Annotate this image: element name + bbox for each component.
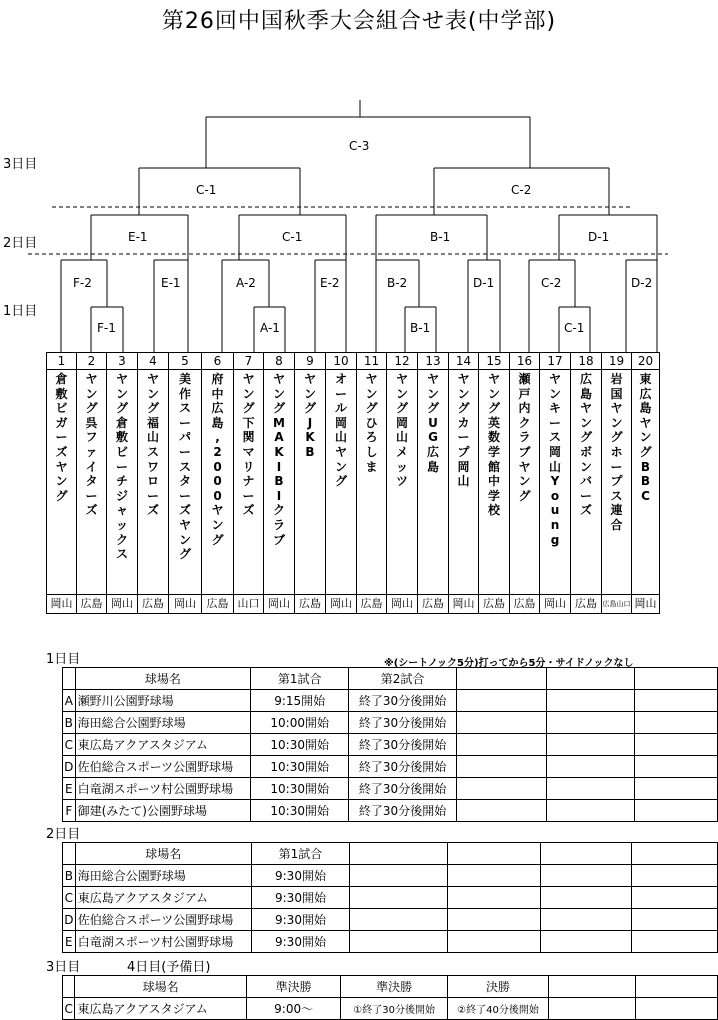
empty-cell — [549, 998, 636, 1020]
day1-schedule-table — [62, 667, 718, 822]
empty-cell — [350, 887, 448, 909]
day-label-3: 3日目 — [3, 157, 38, 172]
table-row — [63, 756, 718, 778]
table-row — [63, 887, 718, 909]
team-prefecture: 広島 — [479, 595, 510, 614]
header-semifinal: 準決勝 — [246, 976, 341, 998]
game1-time: 9:30開始 — [251, 931, 350, 953]
header-cell — [63, 843, 76, 865]
game-label: A-2 — [236, 276, 256, 290]
table-row — [63, 931, 718, 953]
empty-cell — [456, 756, 546, 778]
team-number: 15 — [479, 353, 510, 370]
game-label: E-1 — [128, 230, 148, 244]
table-header-row — [63, 976, 718, 998]
empty-cell — [634, 734, 717, 756]
empty-cell — [541, 843, 632, 865]
empty-cell — [546, 756, 634, 778]
team-name: ヤ ン グ カ ー プ 岡 山 — [449, 370, 479, 595]
team-number: 7 — [234, 353, 264, 370]
header-cell — [63, 668, 76, 690]
team-name: 美 作 ス ー パ ー ス タ ー ズ ヤ ン グ — [169, 370, 202, 595]
day2-label: 2日目 — [46, 827, 81, 842]
semifinal1-time: 9:00～ — [246, 998, 341, 1020]
tournament-bracket — [0, 0, 718, 360]
game2-time: 終了30分後開始 — [349, 756, 456, 778]
team-number: 3 — [107, 353, 138, 370]
day2-schedule-table — [62, 842, 718, 953]
table-header-row — [63, 843, 718, 865]
team-prefecture: 岡山 — [47, 595, 77, 614]
venue-name: 白竜湖スポーツ村公園野球場 — [75, 931, 251, 953]
table-row — [63, 778, 718, 800]
team-name: オ ー ル 岡 山 ヤ ン グ — [326, 370, 357, 595]
venue-name: 佐伯総合スポーツ公園野球場 — [75, 756, 251, 778]
table-row — [63, 690, 718, 712]
empty-cell — [634, 668, 717, 690]
team-number-row — [47, 353, 661, 370]
team-name: ヤ ン グ M A K I B I ク ラ ブ — [264, 370, 295, 595]
game-label: C-1 — [282, 230, 303, 244]
empty-cell — [456, 690, 546, 712]
venue-name: 白竜湖スポーツ村公園野球場 — [75, 778, 251, 800]
venue-key: B — [63, 712, 76, 734]
empty-cell — [636, 976, 718, 998]
empty-cell — [546, 734, 634, 756]
final-time: ②終了40分後開始 — [447, 998, 548, 1020]
table-row — [63, 998, 718, 1020]
team-prefecture: 岡山 — [169, 595, 202, 614]
team-pref-row — [47, 595, 661, 614]
team-prefecture: 岡山 — [387, 595, 418, 614]
empty-cell — [456, 712, 546, 734]
team-name: ヤ ン キ ー ス 岡 山 Y o u n g — [540, 370, 571, 595]
game-label: E-1 — [161, 276, 181, 290]
team-prefecture: 広島 — [138, 595, 169, 614]
game1-time: 10:30開始 — [251, 778, 349, 800]
game2-time: 終了30分後開始 — [349, 712, 456, 734]
venue-name: 御建(みたて)公園野球場 — [75, 800, 251, 822]
empty-cell — [456, 668, 546, 690]
empty-cell — [350, 865, 448, 887]
header-venue: 球場名 — [75, 843, 251, 865]
team-name: ヤ ン グ 岡 山 メ ッ ツ — [387, 370, 418, 595]
team-prefecture: 広島 — [202, 595, 234, 614]
venue-name: 東広島アクアスタジアム — [75, 734, 251, 756]
team-number: 16 — [510, 353, 540, 370]
page-title: 第26回中国秋季大会組合せ表(中学部) — [161, 9, 557, 34]
venue-key: B — [63, 865, 76, 887]
team-number: 10 — [326, 353, 357, 370]
team-prefecture: 岡山 — [632, 595, 660, 614]
game-label: D-2 — [631, 276, 653, 290]
header-semifinal: 準決勝 — [341, 976, 447, 998]
team-prefecture: 広島 — [295, 595, 326, 614]
team-prefecture: 岡山 — [326, 595, 357, 614]
empty-cell — [448, 909, 541, 931]
venue-name: 佐伯総合スポーツ公園野球場 — [75, 909, 251, 931]
team-name: ヤ ン グ 倉 敷 ビ ー チ ジ ャ ッ ク ス — [107, 370, 138, 595]
empty-cell — [634, 756, 717, 778]
team-name: 東 広 島 ヤ ン グ B B C — [632, 370, 660, 595]
empty-cell — [448, 843, 541, 865]
team-name: ヤ ン グ J K B — [295, 370, 326, 595]
venue-key: C — [63, 998, 75, 1020]
venue-key: A — [63, 690, 76, 712]
empty-cell — [350, 843, 448, 865]
empty-cell — [546, 668, 634, 690]
table-row — [63, 712, 718, 734]
team-number: 4 — [138, 353, 169, 370]
table-row — [63, 734, 718, 756]
empty-cell — [546, 690, 634, 712]
empty-cell — [541, 865, 632, 887]
venue-key: D — [63, 756, 76, 778]
empty-cell — [632, 887, 718, 909]
team-number: 9 — [295, 353, 326, 370]
team-number: 8 — [264, 353, 295, 370]
team-prefecture: 岡山 — [107, 595, 138, 614]
empty-cell — [448, 887, 541, 909]
game-label: B-1 — [410, 321, 431, 335]
game1-time: 10:30開始 — [251, 756, 349, 778]
table-header-row — [63, 668, 718, 690]
game-label: C-3 — [349, 139, 370, 153]
team-number: 13 — [418, 353, 449, 370]
header-cell — [63, 976, 75, 998]
venue-name: 東広島アクアスタジアム — [75, 998, 246, 1020]
game-label: D-1 — [588, 230, 610, 244]
game-label: C-1 — [564, 321, 585, 335]
empty-cell — [632, 843, 718, 865]
empty-cell — [456, 734, 546, 756]
game1-time: 10:30開始 — [251, 800, 349, 822]
table-row — [63, 865, 718, 887]
team-number: 12 — [387, 353, 418, 370]
game1-time: 10:30開始 — [251, 734, 349, 756]
day3-label: 3日目 — [46, 960, 81, 975]
empty-cell — [634, 690, 717, 712]
game2-time: 終了30分後開始 — [349, 800, 456, 822]
venue-key: C — [63, 734, 76, 756]
game1-time: 9:15開始 — [251, 690, 349, 712]
team-name: 広 島 ヤ ン グ ボ ン バ ー ズ — [571, 370, 602, 595]
header-game1: 第1試合 — [251, 843, 350, 865]
team-number: 18 — [571, 353, 602, 370]
team-name: ヤ ン グ ひ ろ し ま — [357, 370, 387, 595]
game-label: F-2 — [73, 276, 92, 290]
empty-cell — [350, 931, 448, 953]
team-number: 17 — [540, 353, 571, 370]
empty-cell — [549, 976, 636, 998]
venue-key: F — [63, 800, 76, 822]
team-prefecture: 岡山 — [264, 595, 295, 614]
empty-cell — [448, 931, 541, 953]
venue-name: 海田総合公園野球場 — [75, 865, 251, 887]
empty-cell — [634, 800, 717, 822]
team-prefecture: 広島 — [510, 595, 540, 614]
empty-cell — [456, 778, 546, 800]
day4-label: 4日目(予備日) — [127, 960, 211, 975]
knock-note: ※(シートノック5分)打ってから5分・サイドノックなし — [384, 658, 634, 669]
team-name: 瀬 戸 内 ク ラ ブ ヤ ン グ — [510, 370, 540, 595]
game2-time: 終了30分後開始 — [349, 734, 456, 756]
game-label: C-1 — [196, 183, 217, 197]
team-number: 2 — [77, 353, 107, 370]
day3-schedule-table — [62, 975, 718, 1020]
team-name-row — [47, 370, 661, 595]
game-label: B-2 — [387, 276, 408, 290]
team-prefecture: 岡山 — [449, 595, 479, 614]
venue-name: 海田総合公園野球場 — [75, 712, 251, 734]
venue-name: 東広島アクアスタジアム — [75, 887, 251, 909]
empty-cell — [632, 909, 718, 931]
team-prefecture: 広島 — [418, 595, 449, 614]
empty-cell — [546, 712, 634, 734]
team-prefecture: 広島 — [77, 595, 107, 614]
game-label: C-2 — [511, 183, 532, 197]
venue-key: C — [63, 887, 76, 909]
empty-cell — [350, 909, 448, 931]
venue-key: D — [63, 909, 76, 931]
game-label: B-1 — [430, 230, 451, 244]
empty-cell — [541, 887, 632, 909]
game1-time: 9:30開始 — [251, 909, 350, 931]
team-name: ヤ ン グ 呉 フ ァ イ タ ー ズ — [77, 370, 107, 595]
header-game2: 第2試合 — [349, 668, 456, 690]
game-label: D-1 — [473, 276, 495, 290]
game2-time: 終了30分後開始 — [349, 690, 456, 712]
game1-time: 9:30開始 — [251, 865, 350, 887]
empty-cell — [546, 778, 634, 800]
empty-cell — [636, 998, 718, 1020]
semifinal2-time: ①終了30分後開始 — [341, 998, 447, 1020]
game1-time: 10:00開始 — [251, 712, 349, 734]
day1-label: 1日目 — [46, 652, 81, 667]
team-name: ヤ ン グ U G 広 島 — [418, 370, 449, 595]
empty-cell — [546, 800, 634, 822]
team-name: ヤ ン グ 英 数 学 館 中 学 校 — [479, 370, 510, 595]
team-number: 6 — [202, 353, 234, 370]
teams-table — [46, 352, 661, 614]
empty-cell — [632, 865, 718, 887]
empty-cell — [634, 712, 717, 734]
team-number: 5 — [169, 353, 202, 370]
team-name: ヤ ン グ 福 山 ス ワ ロ ー ズ — [138, 370, 169, 595]
game-label: F-1 — [97, 321, 116, 335]
team-name: 府 中 広 島 , 2 0 0 0 ヤ ン グ — [202, 370, 234, 595]
team-prefecture: 山口 — [234, 595, 264, 614]
game2-time: 終了30分後開始 — [349, 778, 456, 800]
team-number: 11 — [357, 353, 387, 370]
team-prefecture: 広島山口 — [602, 595, 632, 614]
team-name: 倉 敷 ビ ガ ー ズ ヤ ン グ — [47, 370, 77, 595]
table-row — [63, 909, 718, 931]
team-number: 14 — [449, 353, 479, 370]
day-label-1: 1日目 — [3, 304, 38, 319]
table-row — [63, 800, 718, 822]
team-prefecture: 広島 — [571, 595, 602, 614]
team-prefecture: 広島 — [357, 595, 387, 614]
team-number: 20 — [632, 353, 660, 370]
header-game1: 第1試合 — [251, 668, 349, 690]
team-name: 岩 国 ヤ ン グ ホ ー プ ス 連 合 — [602, 370, 632, 595]
team-number: 1 — [47, 353, 77, 370]
game-label: A-1 — [260, 321, 280, 335]
header-final: 決勝 — [447, 976, 548, 998]
game1-time: 9:30開始 — [251, 887, 350, 909]
empty-cell — [632, 931, 718, 953]
venue-key: E — [63, 778, 76, 800]
header-venue: 球場名 — [75, 976, 246, 998]
empty-cell — [456, 800, 546, 822]
empty-cell — [541, 909, 632, 931]
venue-name: 瀬野川公園野球場 — [75, 690, 251, 712]
header-venue: 球場名 — [75, 668, 251, 690]
game-label: C-2 — [541, 276, 562, 290]
empty-cell — [541, 931, 632, 953]
team-name: ヤ ン グ 下 関 マ リ ナ ー ズ — [234, 370, 264, 595]
team-number: 19 — [602, 353, 632, 370]
day-label-2: 2日目 — [3, 236, 38, 251]
empty-cell — [634, 778, 717, 800]
venue-key: E — [63, 931, 76, 953]
empty-cell — [448, 865, 541, 887]
team-prefecture: 岡山 — [540, 595, 571, 614]
game-label: E-2 — [320, 276, 340, 290]
